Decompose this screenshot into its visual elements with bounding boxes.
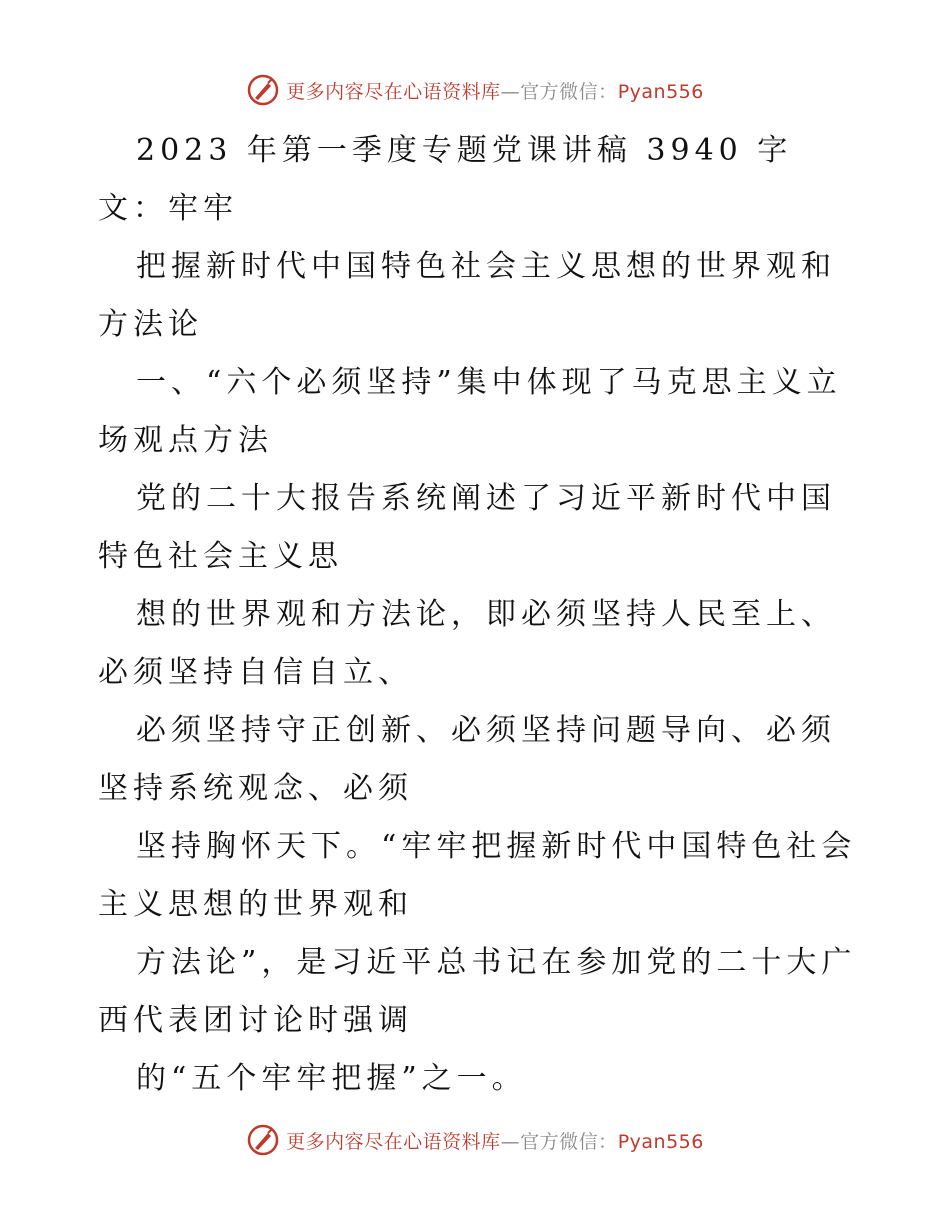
pen-logo-icon <box>246 73 280 107</box>
section-heading: 一、“六个必须坚持”集中体现了马克思主义立场观点方法 <box>98 365 842 458</box>
body-paragraph: 坚持胸怀天下。“牢牢把握新时代中国特色社会主义思想的世界观和 <box>98 829 857 922</box>
body-paragraph: 想的世界观和方法论，即必须坚持人民至上、必须坚持自信自立、 <box>98 597 836 690</box>
watermark-text: 更多内容尽在心语资料库—官方微信：Pyan556 <box>286 80 704 103</box>
watermark-header <box>0 70 950 110</box>
body-paragraph: 党的二十大报告系统阐述了习近平新时代中国特色社会主义思 <box>98 481 836 574</box>
document-body <box>98 122 858 1108</box>
pen-logo-icon <box>246 1123 280 1157</box>
watermark-text: 更多内容尽在心语资料库—官方微信：Pyan556 <box>286 1130 704 1153</box>
body-paragraph: 的“五个牢牢把握”之一。 <box>136 1061 527 1096</box>
body-paragraph: 必须坚持守正创新、必须坚持问题导向、必须坚持系统观念、必须 <box>98 713 836 806</box>
body-paragraph: 方法论”，是习近平总书记在参加党的二十大广西代表团讨论时强调 <box>98 945 857 1038</box>
watermark-footer <box>0 1120 950 1160</box>
document-subtitle: 把握新时代中国特色社会主义思想的世界观和方法论 <box>98 249 836 342</box>
document-title: 2023 年第一季度专题党课讲稿 3940 字文：牢牢 <box>98 133 793 226</box>
